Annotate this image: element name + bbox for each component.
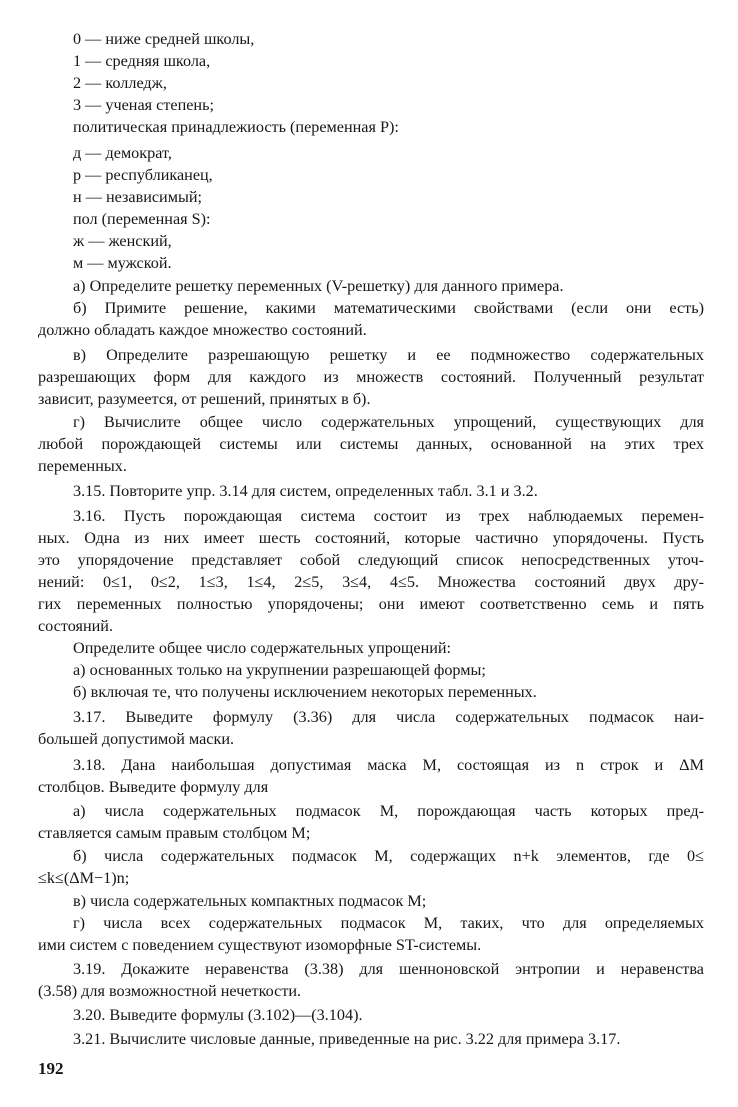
variable-s-heading: пол (переменная S): (73, 210, 211, 228)
exercise-3-18-a-line-1: а) числа содержательных подмасок M, порождающая часть которых пред- (73, 802, 704, 820)
list-item-sex-f: ж — женский, (73, 232, 172, 250)
exercise-3-21: 3.21. Вычислите числовые данные, приведенные на рис. 3.22 для примера 3.17. (73, 1030, 621, 1048)
exercise-3-18-a-line-2: ставляется самым правым столбцом M; (38, 824, 311, 842)
task-c-line-2: разрешающих форм для каждого из множеств состояний. Полученный результат (38, 368, 704, 386)
task-a: а) Определите решетку переменных (V-решетку) для данного примера. (73, 277, 564, 295)
exercise-3-16-question: Определите общее число содержательных упрощений: (73, 639, 452, 657)
exercise-3-16-line-2: ных. Одна из них имеет шесть состояний, которые частично упорядочены. Пусть (38, 529, 704, 547)
exercise-3-18-b-line-2: ≤k≤(ΔM−1)n; (38, 869, 130, 887)
task-c-line-3: зависит, разумеется, от решений, принятых в б). (38, 390, 371, 408)
task-d-line-2: любой порождающей системы или системы данных, основанной на этих трех (38, 435, 704, 453)
exercise-3-18-c: в) числа содержательных компактных подмасок M; (73, 892, 427, 910)
list-item-party-n: н — независимый; (73, 188, 203, 206)
exercise-3-16-line-6: состояний. (38, 617, 113, 635)
exercise-3-18-d-line-1: г) числа всех содержательных подмасок M, таких, что для определяемых (73, 914, 704, 932)
exercise-3-18-b-line-1: б) числа содержательных подмасок M, содержащих n+k элементов, где 0≤ (73, 847, 704, 865)
list-item-party-d: д — демократ, (73, 144, 172, 162)
task-b-line-1: б) Примите решение, какими математическими свойствами (если они есть) (73, 299, 704, 317)
list-item-education-3: 3 — ученая степень; (73, 96, 214, 114)
task-d-line-1: г) Вычислите общее число содержательных упрощений, существующих для (73, 413, 704, 431)
exercise-3-16-line-4: нений: 0≤1, 0≤2, 1≤3, 1≤4, 2≤5, 3≤4, 4≤5. Множества состояний двух дру- (38, 573, 704, 591)
exercise-3-18-d-line-2: ими систем с поведением существуют изоморфные ST-системы. (38, 936, 482, 954)
task-b-line-2: должно обладать каждое множество состояний. (38, 321, 367, 339)
exercise-3-16-a: а) основанных только на укрупнении разрешающей формы; (73, 661, 486, 679)
list-item-education-0: 0 — ниже средней школы, (73, 30, 255, 48)
exercise-3-16-line-5: гих переменных полностью упорядочены; они имеют соответственно семь и пять (38, 595, 704, 613)
exercise-3-20: 3.20. Выведите формулы (3.102)—(3.104). (73, 1006, 363, 1024)
list-item-sex-m: м — мужской. (73, 254, 172, 272)
task-d-line-3: переменных. (38, 457, 127, 475)
variable-p-heading: политическая принадлежиость (переменная P): (73, 118, 399, 136)
exercise-3-16-b: б) включая те, что получены исключением некоторых переменных. (73, 683, 537, 701)
exercise-3-15: 3.15. Повторите упр. 3.14 для систем, определенных табл. 3.1 и 3.2. (73, 482, 538, 500)
task-c-line-1: в) Определите разрешающую решетку и ее подмножество содержательных (73, 346, 704, 364)
list-item-education-2: 2 — колледж, (73, 74, 167, 92)
exercise-3-16-line-1: 3.16. Пусть порождающая система состоит из трех наблюдаемых перемен- (73, 507, 704, 525)
exercise-3-19-line-2: (3.58) для возможностной нечеткости. (38, 982, 302, 1000)
exercise-3-19-line-1: 3.19. Докажите неравенства (3.38) для шенноновской энтропии и неравенства (73, 960, 704, 978)
list-item-education-1: 1 — средняя школа, (73, 52, 211, 70)
exercise-3-17-line-1: 3.17. Выведите формулу (3.36) для числа содержательных подмасок наи- (73, 708, 704, 726)
exercise-3-18-line-1: 3.18. Дана наибольшая допустимая маска M, состоящая из n строк и ΔM (73, 756, 704, 774)
exercise-3-16-line-3: это упорядочение представляет собой следующий список непосредственных уточ- (38, 551, 704, 569)
page-number: 192 (38, 1059, 64, 1078)
exercise-3-18-line-2: столбцов. Выведите формулу для (38, 778, 269, 796)
list-item-party-r: р — республиканец, (73, 166, 213, 184)
exercise-3-17-line-2: большей допустимой маски. (38, 730, 235, 748)
